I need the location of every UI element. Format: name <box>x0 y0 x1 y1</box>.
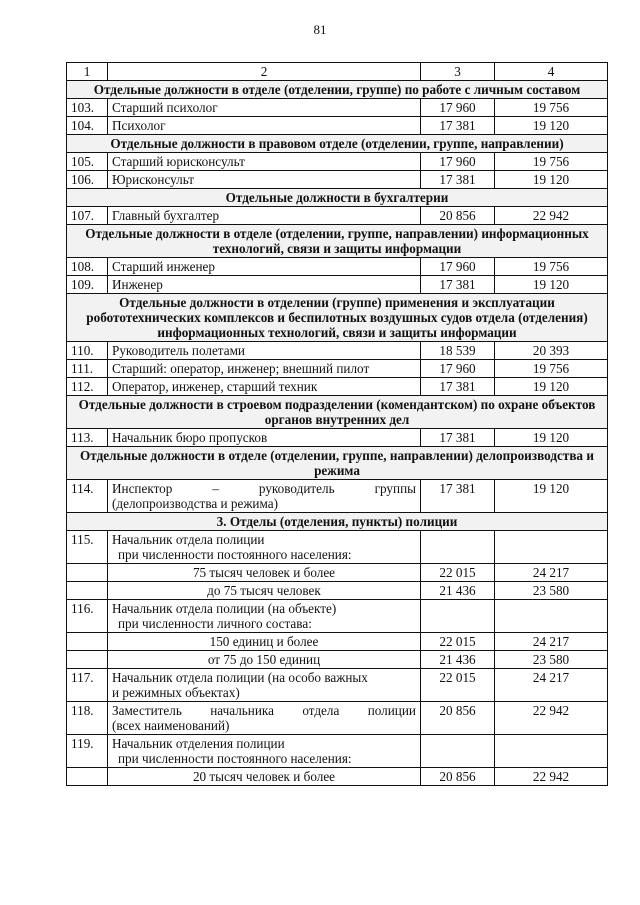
row-number: 107. <box>67 207 108 225</box>
table-row <box>67 117 608 135</box>
table-row <box>67 429 608 447</box>
position-name-line1: Начальник отдела полиции (на особо важных <box>112 670 368 685</box>
word: начальника <box>210 703 274 718</box>
salary-max: 19 120 <box>495 378 608 396</box>
position-name-line2: (делопроизводства и режима) <box>112 496 278 511</box>
table-row <box>67 258 608 276</box>
salary-min: 17 381 <box>421 378 495 396</box>
section-accounting: Отдельные должности в бухгалтерии <box>67 189 608 207</box>
salary-max: 19 120 <box>495 117 608 135</box>
salary-max <box>495 600 608 633</box>
section-police: 3. Отделы (отделения, пункты) полиции <box>67 513 608 531</box>
position-name-line2: при численности постоянного населения: <box>118 547 352 562</box>
section-robotics: Отдельные должности в отделении (группе) применения и эксплуатации робототехнических комплексов и беспилотных воздушных судов отдела (отделения) информационных технологий, связи и защиты информации <box>67 294 608 342</box>
row-number: 110. <box>67 342 108 360</box>
row-number: 111. <box>67 360 108 378</box>
sub-label: 75 тысяч человек и более <box>108 564 421 582</box>
table-row <box>67 153 608 171</box>
salary-min: 20 856 <box>421 768 495 786</box>
position-name <box>108 702 421 735</box>
row-number: 117. <box>67 669 108 702</box>
table-row <box>67 360 608 378</box>
page-number: 81 <box>313 22 327 37</box>
salary-min: 20 856 <box>421 702 495 735</box>
section-row <box>67 189 608 207</box>
salary-min <box>421 600 495 633</box>
sub-label: 150 единиц и более <box>108 633 421 651</box>
row-number: 118. <box>67 702 108 735</box>
salary-min: 18 539 <box>421 342 495 360</box>
sub-row <box>67 633 608 651</box>
position-name <box>108 480 421 513</box>
sub-row <box>67 768 608 786</box>
section-it: Отдельные должности в отделе (отделении, группе, направлении) информационных технологий, связи и защиты информации <box>67 225 608 258</box>
row-number: 119. <box>67 735 108 768</box>
word: Заместитель <box>112 703 182 718</box>
table-row <box>67 171 608 189</box>
word: полиции <box>367 703 416 718</box>
column-header-4: 4 <box>495 63 608 81</box>
salary-max: 22 942 <box>495 702 608 735</box>
salary-max: 19 120 <box>495 276 608 294</box>
salary-max <box>495 531 608 564</box>
position-name-line2: при численности постоянного населения: <box>118 751 352 766</box>
column-header-3: 3 <box>421 63 495 81</box>
position-name-line1: Начальник отдела полиции <box>112 532 265 547</box>
salary-min: 17 960 <box>421 99 495 117</box>
salary-max: 19 120 <box>495 429 608 447</box>
row-number: 109. <box>67 276 108 294</box>
position-name-line2: и режимных объектах) <box>112 685 240 700</box>
salary-min: 17 381 <box>421 171 495 189</box>
position-name: Юрисконсульт <box>108 171 421 189</box>
salary-max: 20 393 <box>495 342 608 360</box>
salary-min: 22 015 <box>421 564 495 582</box>
word: – <box>212 481 219 496</box>
salary-min <box>421 531 495 564</box>
salary-min: 22 015 <box>421 669 495 702</box>
row-number: 108. <box>67 258 108 276</box>
position-name: Старший психолог <box>108 99 421 117</box>
table-row <box>67 735 608 768</box>
position-name: Старший юрисконсульт <box>108 153 421 171</box>
row-number: 112. <box>67 378 108 396</box>
section-row <box>67 81 608 99</box>
salary-min: 17 381 <box>421 117 495 135</box>
section-records: Отдельные должности в отделе (отделении, группе, направлении) делопроизводства и режима <box>67 447 608 480</box>
row-number: 114. <box>67 480 108 513</box>
section-row <box>67 135 608 153</box>
position-name: Психолог <box>108 117 421 135</box>
header-row <box>67 63 608 81</box>
row-number: 103. <box>67 99 108 117</box>
salary-max: 24 217 <box>495 669 608 702</box>
row-number <box>67 633 108 651</box>
section-row <box>67 447 608 480</box>
salary-max: 24 217 <box>495 633 608 651</box>
row-number: 113. <box>67 429 108 447</box>
position-name-line1: Начальник отделения полиции <box>112 736 285 751</box>
word: группы <box>374 481 416 496</box>
position-name: Начальник бюро пропусков <box>108 429 421 447</box>
table-row <box>67 600 608 633</box>
salary-max: 23 580 <box>495 582 608 600</box>
section-personnel: Отдельные должности в отделе (отделении, группе) по работе с личным составом <box>67 81 608 99</box>
position-name-line2: (всех наименований) <box>112 718 230 733</box>
position-name-line1 <box>112 703 416 718</box>
sub-label: 20 тысяч человек и более <box>108 768 421 786</box>
position-name: Руководитель полетами <box>108 342 421 360</box>
table-row <box>67 669 608 702</box>
salary-min: 17 960 <box>421 360 495 378</box>
row-number: 115. <box>67 531 108 564</box>
table-row <box>67 207 608 225</box>
section-guard: Отдельные должности в строевом подразделении (комендантском) по охране объектов органов внутренних дел <box>67 396 608 429</box>
table-row <box>67 342 608 360</box>
position-name-line2: при численности личного состава: <box>118 616 312 631</box>
salary-min: 20 856 <box>421 207 495 225</box>
position-name: Оператор, инженер, старший техник <box>108 378 421 396</box>
salary-max <box>495 735 608 768</box>
row-number <box>67 564 108 582</box>
sub-row <box>67 564 608 582</box>
table-row <box>67 480 608 513</box>
sub-label: от 75 до 150 единиц <box>108 651 421 669</box>
sub-row <box>67 651 608 669</box>
table-row <box>67 99 608 117</box>
section-legal: Отдельные должности в правовом отделе (отделении, группе, направлении) <box>67 135 608 153</box>
salary-max: 19 120 <box>495 171 608 189</box>
word: Инспектор <box>112 481 173 496</box>
section-row <box>67 225 608 258</box>
row-number: 116. <box>67 600 108 633</box>
salary-min: 21 436 <box>421 582 495 600</box>
table-row <box>67 276 608 294</box>
salary-min: 21 436 <box>421 651 495 669</box>
salary-min <box>421 735 495 768</box>
row-number: 105. <box>67 153 108 171</box>
salary-max: 22 942 <box>495 207 608 225</box>
position-name <box>108 735 421 768</box>
position-name-line1 <box>112 481 416 496</box>
position-name: Старший инженер <box>108 258 421 276</box>
row-number <box>67 768 108 786</box>
salary-table <box>66 62 608 786</box>
position-name: Старший: оператор, инженер; внешний пилот <box>108 360 421 378</box>
sub-label: до 75 тысяч человек <box>108 582 421 600</box>
table-row <box>67 702 608 735</box>
position-name: Главный бухгалтер <box>108 207 421 225</box>
row-number: 106. <box>67 171 108 189</box>
section-row <box>67 294 608 342</box>
salary-max: 24 217 <box>495 564 608 582</box>
word: отдела <box>302 703 340 718</box>
position-name <box>108 531 421 564</box>
section-row <box>67 513 608 531</box>
sub-row <box>67 582 608 600</box>
position-name-line1: Начальник отдела полиции (на объекте) <box>112 601 337 616</box>
salary-min: 17 381 <box>421 480 495 513</box>
word: руководитель <box>258 481 335 496</box>
row-number <box>67 582 108 600</box>
position-name <box>108 669 421 702</box>
position-name <box>108 600 421 633</box>
salary-min: 17 960 <box>421 153 495 171</box>
column-header-1: 1 <box>67 63 108 81</box>
salary-min: 17 381 <box>421 429 495 447</box>
column-header-2: 2 <box>108 63 421 81</box>
salary-max: 22 942 <box>495 768 608 786</box>
table-row <box>67 531 608 564</box>
salary-max: 19 120 <box>495 480 608 513</box>
row-number: 104. <box>67 117 108 135</box>
salary-max: 19 756 <box>495 153 608 171</box>
salary-min: 22 015 <box>421 633 495 651</box>
salary-min: 17 960 <box>421 258 495 276</box>
salary-max: 19 756 <box>495 258 608 276</box>
salary-max: 19 756 <box>495 360 608 378</box>
salary-min: 17 381 <box>421 276 495 294</box>
row-number <box>67 651 108 669</box>
position-name: Инженер <box>108 276 421 294</box>
salary-max: 23 580 <box>495 651 608 669</box>
section-row <box>67 396 608 429</box>
salary-max: 19 756 <box>495 99 608 117</box>
table-row <box>67 378 608 396</box>
